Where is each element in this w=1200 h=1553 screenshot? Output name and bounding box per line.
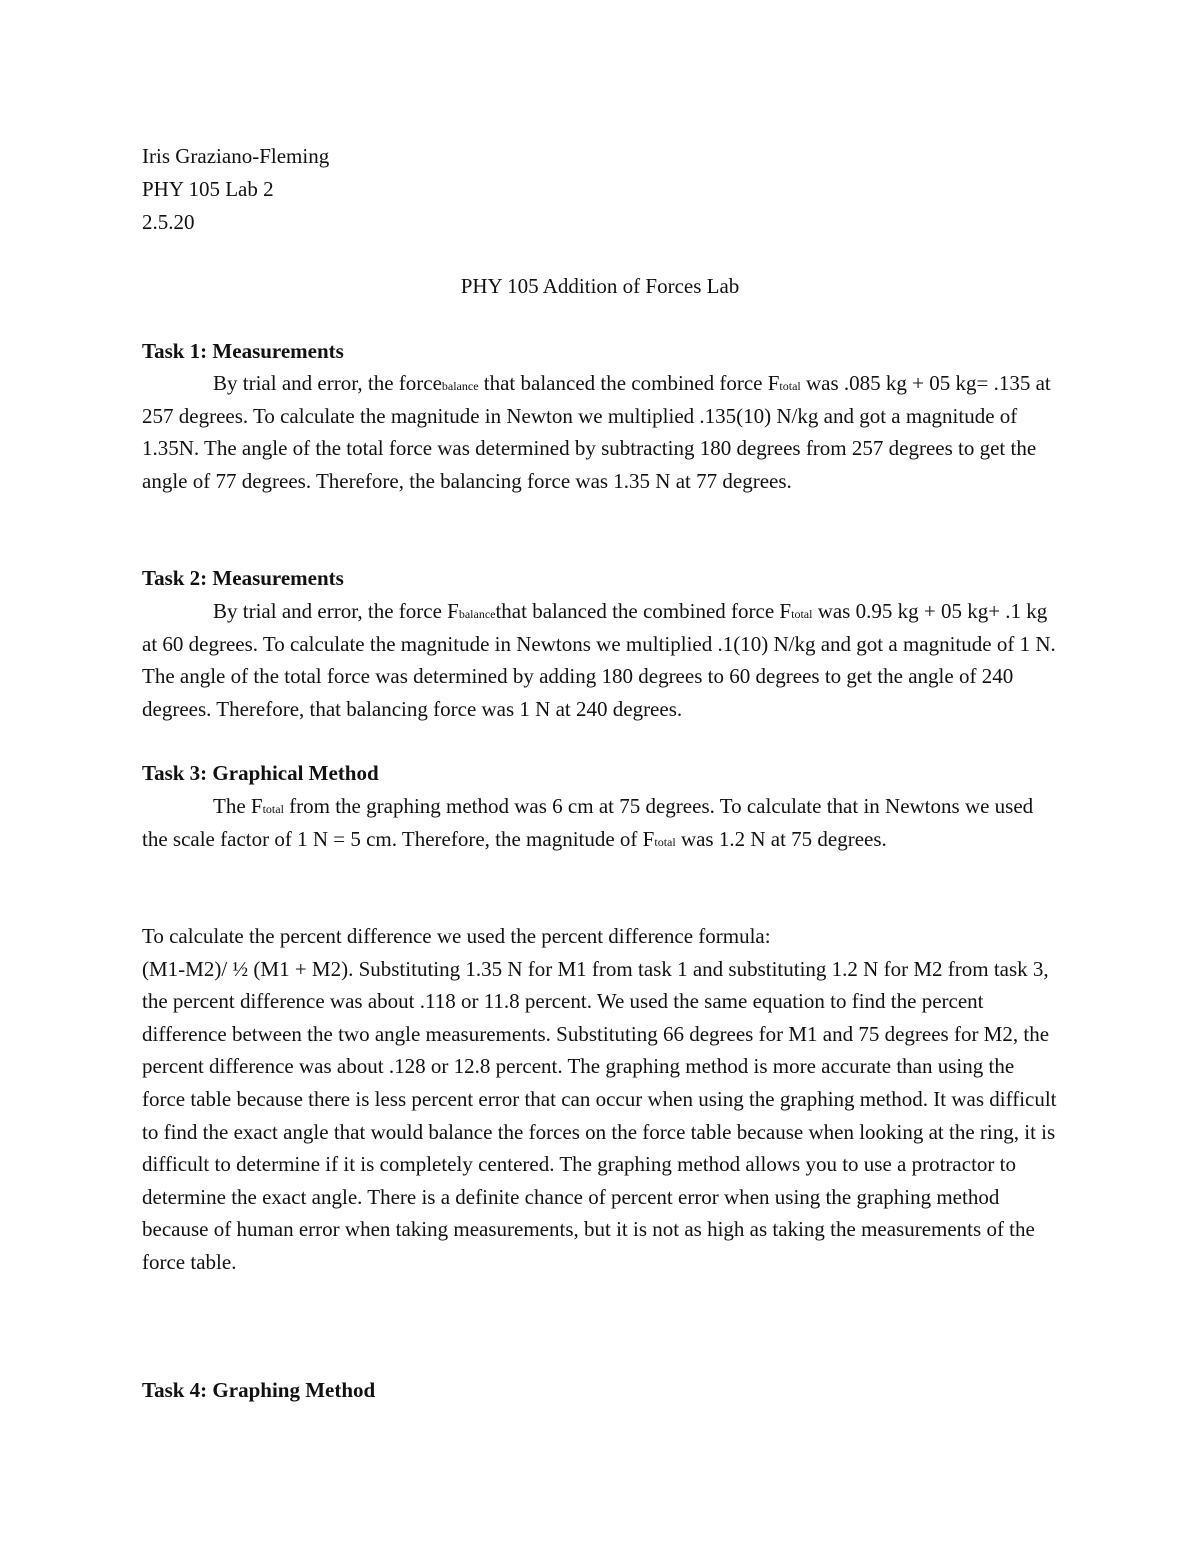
subscript-total: total [262,802,284,816]
course-label: PHY 105 Lab 2 [142,177,274,201]
task1-paragraph: By trial and error, the forcebalance that balanced the combined force Ftotal was .085 kg + 05 kg= .135 at 257 degrees. To calculate the magnitude in Newton we multiplied .135(10) N/kg and got a magnitude of 1.35N. The angle of the total force was determined by subtracting 180 degrees from 257 degrees to get the angle of 77 degrees. Therefore, the balancing force was 1.35 N at 77 degrees. [142,371,1051,493]
subscript-total: total [779,379,801,393]
subscript-total: total [654,834,676,849]
task3-heading: Task 3: Graphical Method [142,761,379,785]
task4-heading: Task 4: Graphing Method [142,1378,376,1402]
task3-paragraph: The Ftotal from the graphing method was 6 cm at 75 degrees. To calculate that in Newtons we used the scale factor of 1 N = 5 cm. Therefore, the magnitude of Ftotal was 1.2 N at 75 degrees. [142,794,1034,851]
analysis-paragraph [142,920,1062,1279]
task2-paragraph: By trial and error, the force Fbalancethat balanced the combined force Ftotal was 0.95 kg + 05 kg+ .1 kg at 60 degrees. To calculate the magnitude in Newtons we multiplied .1(10) N/kg and got a magnitude of 1 N. The angle of the total force was determined by adding 180 degrees to 60 degrees to get the angle of 240 degrees. Therefore, that balancing force was 1 N at 240 degrees. [142,599,1056,721]
analysis-body: (M1-M2)/ ½ (M1 + M2). Substituting 1.35 N for M1 from task 1 and substituting 1.2 N for M2 from task 3, the percent difference was about .118 or 11.8 percent. We used the same equation to find the percent difference between the two angle measurements. Substituting 66 degrees for M1 and 75 degrees for M2, the percent difference was about .128 or 12.8 percent. The graphing method is more accurate than using the force table because there is less percent error that can occur when using the graphing method. It was difficult to find the exact angle that would balance the forces on the force table because when looking at the ring, it is difficult to determine if it is completely centered. The graphing method allows you to use a protractor to determine the exact angle. There is a definite chance of percent error when using the graphing method because of human error when taking measurements, but it is not as high as taking the measurements of the force table. [142,956,1057,1274]
document-date: 2.5.20 [142,210,195,234]
subscript-total: total [791,607,813,621]
task1-heading: Task 1: Measurements [142,339,344,363]
author-name: Iris Graziano-Fleming [142,144,330,168]
analysis-intro: To calculate the percent difference we used the percent difference formula: [142,924,771,948]
subscript-balance: balance [441,379,479,393]
subscript-balance: balance [458,607,496,621]
document-title: PHY 105 Addition of Forces Lab [460,274,740,298]
task2-heading: Task 2: Measurements [142,566,344,590]
